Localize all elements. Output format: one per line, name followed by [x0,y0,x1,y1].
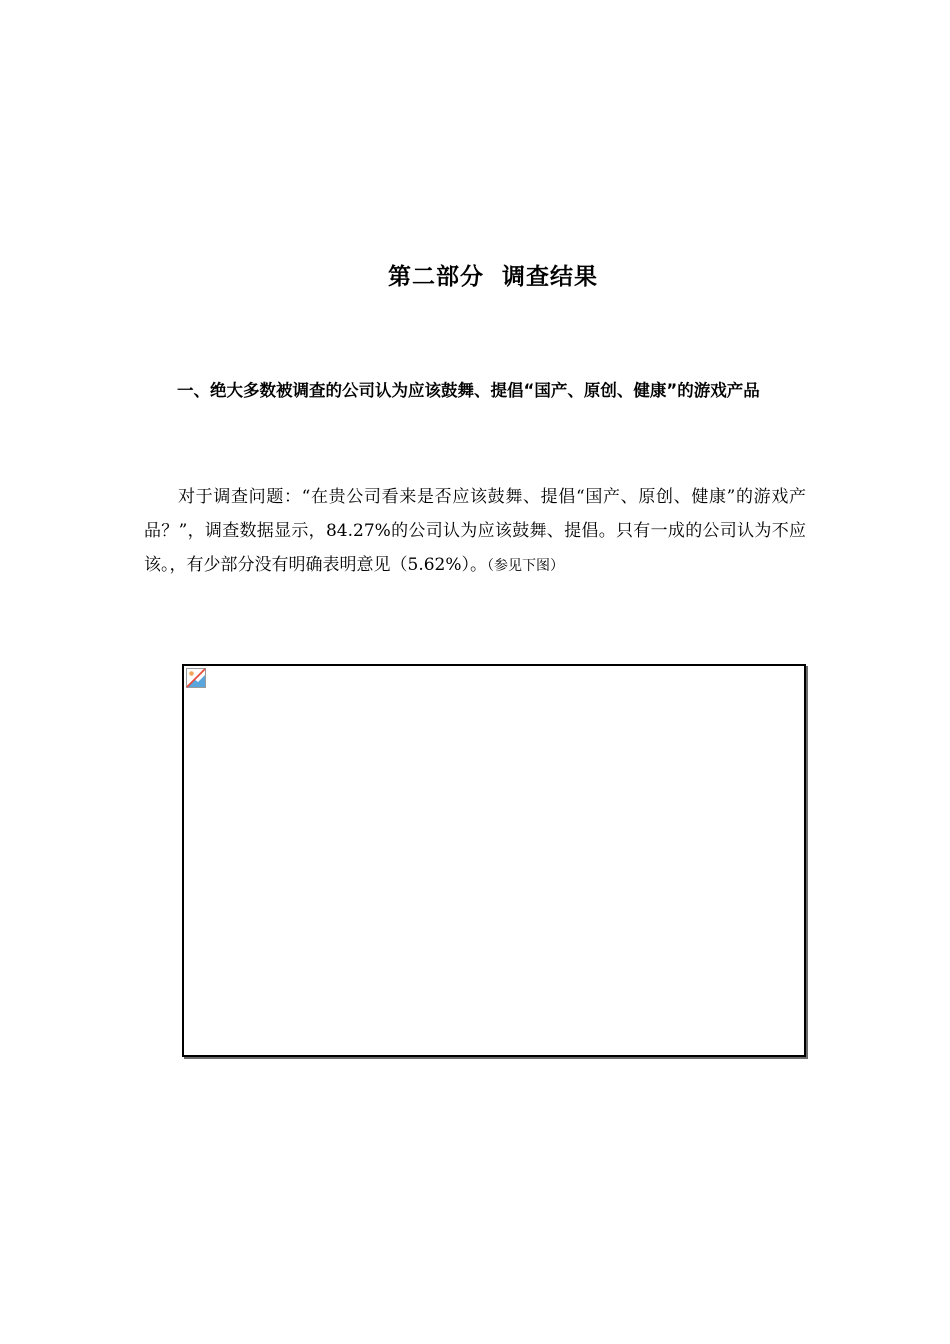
figure-reference-note: （参见下图） [487,558,565,574]
figure-placeholder [182,664,806,1057]
section-heading: 一、绝大多数被调查的公司认为应该鼓舞、提倡“国产、原创、健康”的游戏产品 [177,381,760,400]
section-title: 第二部分 调查结果 [387,264,598,290]
broken-image-icon [186,668,206,688]
body-paragraph [144,480,806,583]
paragraph-text: 对于调查问题：“在贵公司看来是否应该鼓舞、提倡“国产、原创、健康”的游戏产品？”，调查数据显示，84.27%的公司认为应该鼓舞、提倡。只有一成的公司认为不应该。，有少部分没有明确表明意见（5.62%）。 [144,487,806,575]
